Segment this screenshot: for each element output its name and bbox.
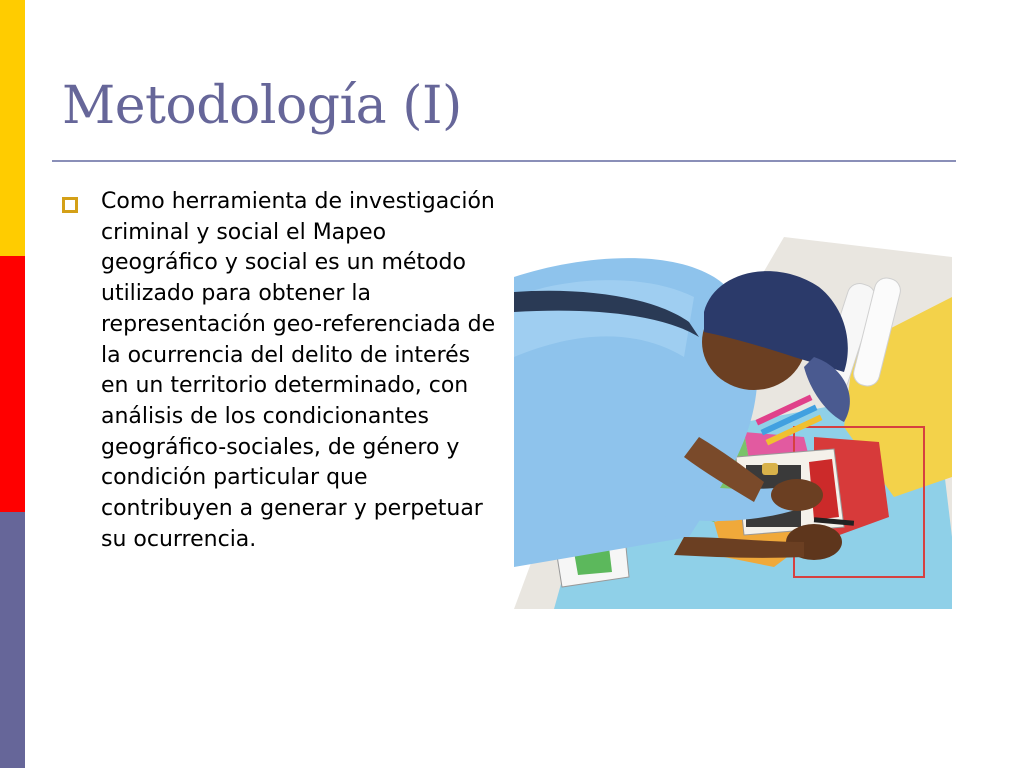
slide-title: Metodología (I) bbox=[62, 76, 462, 136]
title-underline bbox=[52, 160, 956, 162]
square-bullet-icon bbox=[62, 197, 78, 213]
side-band-yellow bbox=[0, 0, 25, 256]
bullet-text: Como herramienta de investigación criminal y social el Mapeo geográfico y social es un método utilizado para obtener la representación geo-referenciada de la ocurrencia del delito de interés en un territorio determinado, con análisis de los condicionantes geográfico-sociales, de género y condición particular que contribuyen a generar y perpetuar su ocurrencia. bbox=[101, 189, 496, 552]
side-band-purple bbox=[0, 512, 25, 768]
person-drawing-on-map-photo bbox=[514, 237, 952, 609]
side-band-red bbox=[0, 256, 25, 512]
map-photo bbox=[514, 237, 952, 609]
